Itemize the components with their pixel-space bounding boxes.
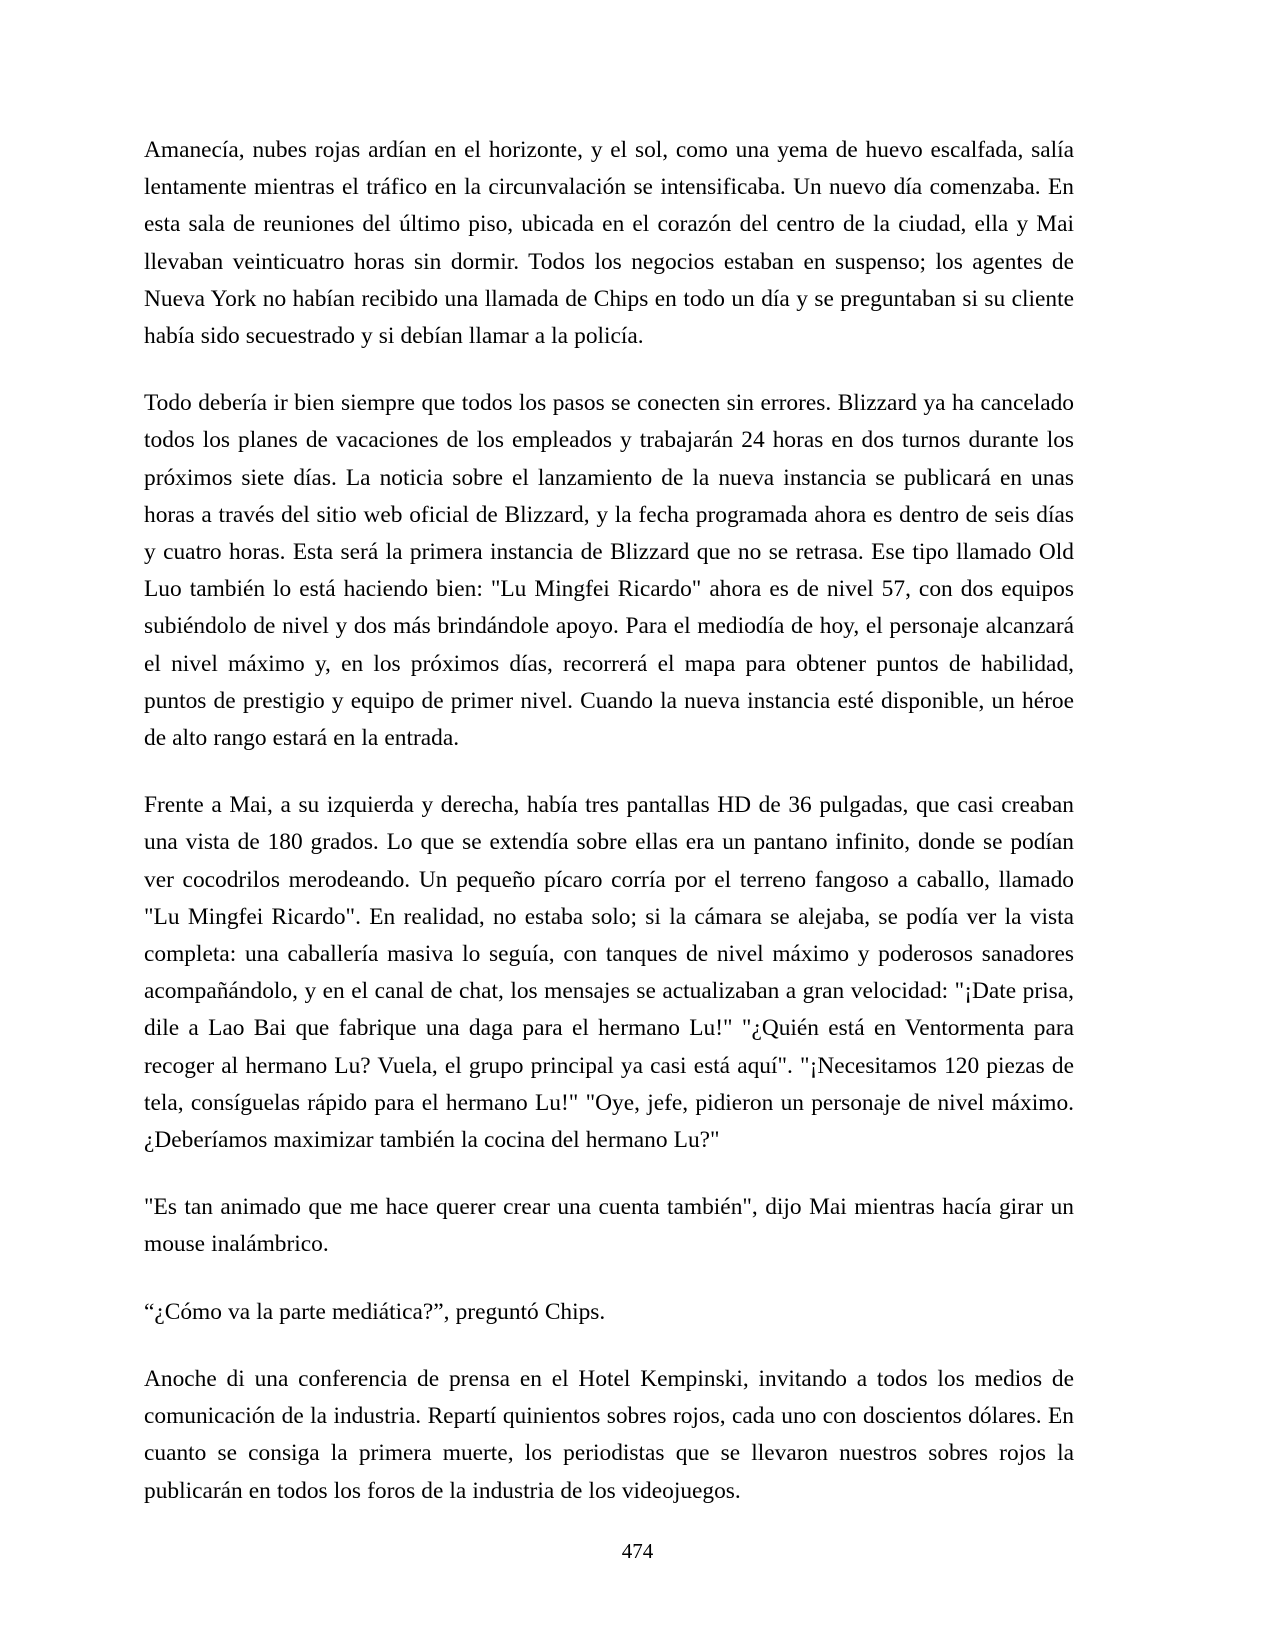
page-number: 474 <box>621 1539 654 1563</box>
paragraph-2: Todo debería ir bien siempre que todos los pasos se conecten sin errores. Blizzard ya ha cancelado todos los planes de vacaciones de los empleados y trabajarán 24 horas en dos turnos durante los próximos siete días. La noticia sobre el lanzamiento de la nueva instancia se publicará en unas horas a través del sitio web oficial de Blizzard, y la fecha programada ahora es dentro de seis días y cuatro horas. Esta será la primera instancia de Blizzard que no se retrasa. Ese tipo llamado Old Luo también lo está haciendo bien: "Lu Mingfei Ricardo" ahora es de nivel 57, con dos equipos subiéndolo de nivel y dos más brindándole apoyo. Para el mediodía de hoy, el personaje alcanzará el nivel máximo y, en los próximos días, recorrerá el mapa para obtener puntos de habilidad, puntos de prestigio y equipo de primer nivel. Cuando la nueva instancia esté disponible, un héroe de alto rango estará en la entrada. <box>144 390 1074 752</box>
paragraph-1: Amanecía, nubes rojas ardían en el horizonte, y el sol, como una yema de huevo escalfada, salía lentamente mientras el tráfico en la circunvalación se intensificaba. Un nuevo día comenzaba. En esta sala de reuniones del último piso, ubicada en el corazón del centro de la ciudad, ella y Mai llevaban veinticuatro horas sin dormir. Todos los negocios estaban en suspenso; los agentes de Nueva York no habían recibido una llamada de Chips en todo un día y se preguntaban si su cliente había sido secuestrado y si debían llamar a la policía. <box>144 137 1074 350</box>
paragraph-3: Frente a Mai, a su izquierda y derecha, había tres pantallas HD de 36 pulgadas, que casi creaban una vista de 180 grados. Lo que se extendía sobre ellas era un pantano infinito, donde se podían ver cocodrilos merodeando. Un pequeño pícaro corría por el terreno fangoso a caballo, llamado "Lu Mingfei Ricardo". En realidad, no estaba solo; si la cámara se alejaba, se podía ver la vista completa: una caballería masiva lo seguía, con tanques de nivel máximo y poderosos sanadores acompañándolo, y en el canal de chat, los mensajes se actualizaban a gran velocidad: "¡Date prisa, dile a Lao Bai que fabrique una daga para el hermano Lu!" "¿Quién está en Ventormenta para recoger al hermano Lu? Vuela, el grupo principal ya casi está aquí". "¡Necesitamos 120 piezas de tela, consíguelas rápido para el hermano Lu!" "Oye, jefe, pidieron un personaje de nivel máximo. ¿Deberíamos maximizar también la cocina del hermano Lu?" <box>144 792 1074 1154</box>
paragraph-6: Anoche di una conferencia de prensa en el Hotel Kempinski, invitando a todos los medios de comunicación de la industria. Repartí quinientos sobres rojos, cada uno con doscientos dólares. En cuanto se consiga la primera muerte, los periodistas que se llevaron nuestros sobres rojos la publicarán en todos los foros de la industria de los videojuegos. <box>144 1365 1074 1504</box>
paragraph-4: "Es tan animado que me hace querer crear una cuenta también", dijo Mai mientras hacía girar un mouse inalámbrico. <box>144 1194 1074 1258</box>
page-body-text <box>144 132 1074 1510</box>
paragraph-5: “¿Cómo va la parte mediática?”, preguntó Chips. <box>144 1298 606 1325</box>
